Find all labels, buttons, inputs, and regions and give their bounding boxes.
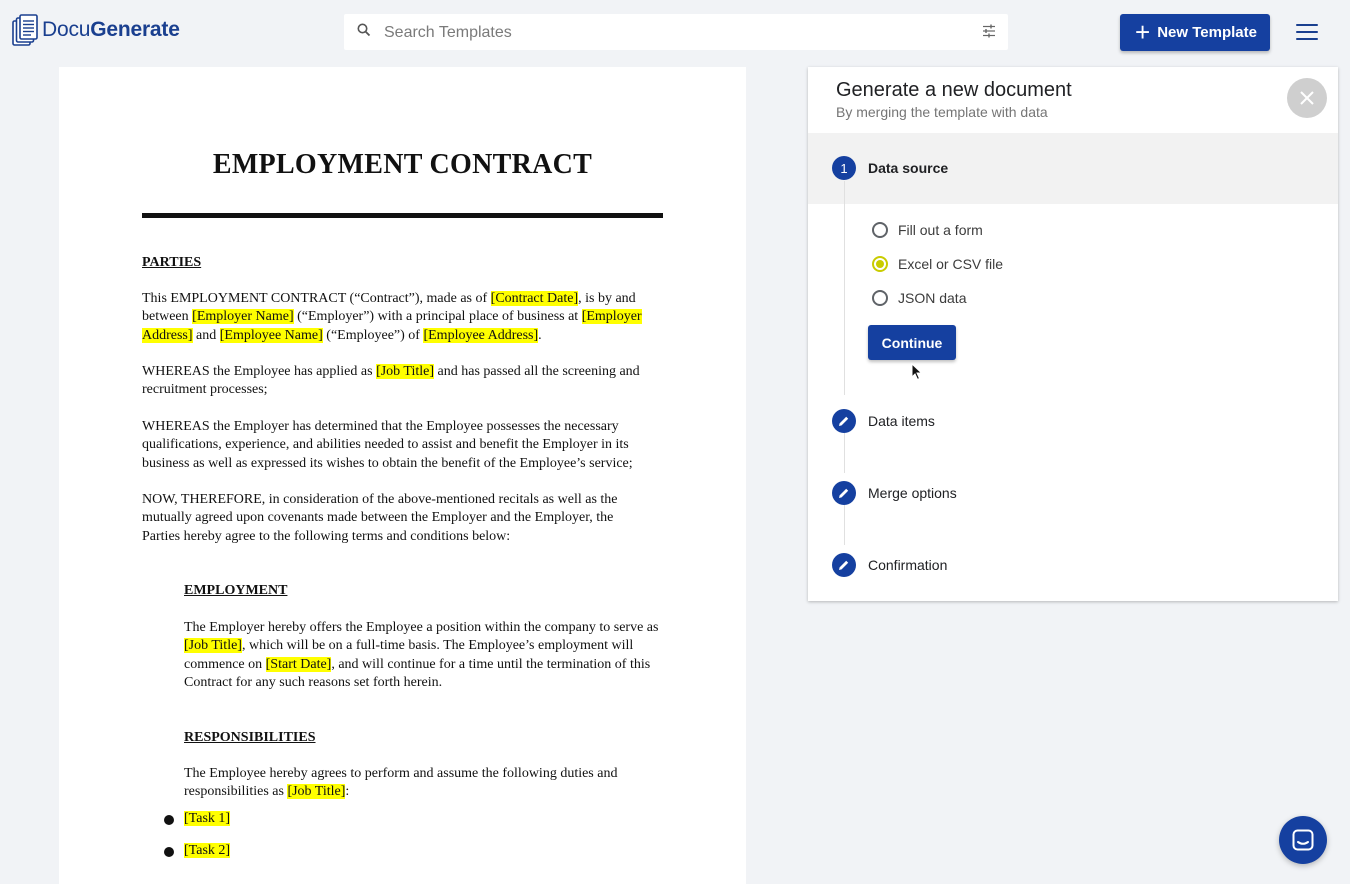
paragraph-whereas-1: WHEREAS the Employee has applied as [Job Title] and has passed all the screening and recruitment processes; xyxy=(142,364,640,398)
bullet xyxy=(164,815,174,825)
title-divider xyxy=(142,213,663,218)
paragraph-now-therefore: NOW, THEREFORE, in consideration of the above-mentioned recitals as well as the mutually agreed upon covenants made between the Employer and the Employer, the Parties hereby agree to the following terms and conditions below: xyxy=(142,492,618,544)
panel-title: Generate a new document xyxy=(836,79,1072,101)
new-template-button[interactable] xyxy=(1120,14,1270,51)
option-label: JSON data xyxy=(898,290,967,306)
chat-launcher-button[interactable] xyxy=(1279,816,1327,864)
pencil-icon xyxy=(838,415,850,427)
close-button[interactable] xyxy=(1287,78,1327,118)
placeholder-field: [Employee Name] xyxy=(219,327,323,343)
pencil-icon xyxy=(838,487,850,499)
search-bar xyxy=(344,14,1008,50)
app-name: DocuGenerate xyxy=(42,18,180,41)
paragraph-parties: This EMPLOYMENT CONTRACT (“Contract”), made as of [Contract Date], is by and between [Employer Name] (“Employer”) with a principal place of business at [Employer Address] and [Employee Name] (“Employee”) of [Employee Address]. xyxy=(142,291,642,343)
panel-subtitle: By merging the template with data xyxy=(836,104,1048,120)
step-data-items[interactable]: Data items xyxy=(868,413,935,429)
stepper-connector xyxy=(844,505,845,545)
option-fill-form[interactable] xyxy=(872,222,983,238)
search-input[interactable] xyxy=(382,14,976,52)
new-template-label: New Template xyxy=(1157,24,1257,41)
mouse-pointer-icon xyxy=(911,363,923,381)
placeholder-field: [Job Title] xyxy=(287,784,346,800)
radio-button[interactable] xyxy=(872,290,888,306)
parties-heading: PARTIES xyxy=(142,255,202,270)
placeholder-field: [Contract Date] xyxy=(490,291,579,306)
step-data-source[interactable]: Data source xyxy=(868,160,949,176)
step-edit-badge xyxy=(832,409,856,433)
radio-button[interactable] xyxy=(872,222,888,238)
paragraph-whereas-2: WHEREAS the Employer has determined that the Employee possesses the necessary qualifications, experience, and abilities needed to assist and benefit the Employer in its business as well as expressed its wishes to obtain the benefit of the Employee’s service; xyxy=(142,419,633,471)
document-preview xyxy=(59,67,746,884)
continue-button[interactable]: Continue xyxy=(868,325,956,360)
search-icon xyxy=(357,23,371,37)
filter-settings-icon[interactable] xyxy=(982,24,996,38)
plus-icon: + xyxy=(1135,16,1151,47)
placeholder-field: [Start Date] xyxy=(265,656,332,672)
docs-logo-icon xyxy=(12,14,38,46)
paragraph-responsibilities: The Employee hereby agrees to perform and assume the following duties and responsibilities as [Job Title]: xyxy=(184,766,618,800)
app-logo[interactable] xyxy=(12,14,180,46)
document-title: EMPLOYMENT CONTRACT xyxy=(212,149,593,180)
placeholder-field: [Job Title] xyxy=(376,364,435,379)
step-number-badge: 1 xyxy=(832,156,856,180)
pencil-icon xyxy=(838,559,850,571)
hamburger-menu-icon[interactable] xyxy=(1296,24,1318,40)
employment-heading: EMPLOYMENT xyxy=(184,583,288,598)
task-item: [Task 1] xyxy=(184,811,231,826)
generate-document-panel xyxy=(808,67,1338,601)
stepper-connector xyxy=(844,433,845,473)
step-merge-options[interactable]: Merge options xyxy=(868,485,957,501)
step-confirmation[interactable]: Confirmation xyxy=(868,557,948,573)
close-icon xyxy=(1300,91,1314,105)
placeholder-field: [Employee Address] xyxy=(423,327,539,343)
option-excel-csv[interactable] xyxy=(872,256,1003,272)
placeholder-field: [Employer Name] xyxy=(192,309,294,325)
responsibilities-heading: RESPONSIBILITIES xyxy=(184,730,316,745)
option-json[interactable] xyxy=(872,290,966,306)
option-label: Excel or CSV file xyxy=(898,256,1004,272)
placeholder-field: [Job Title] xyxy=(184,638,242,654)
stepper-connector xyxy=(844,181,845,395)
option-label: Fill out a form xyxy=(898,222,983,238)
paragraph-employment: The Employer hereby offers the Employee a position within the company to serve as [Job Title], which will be on a full-time basis. The Employee’s employment will commence on [Start Date], and will continue for a time until the termination of this Contract for any such reasons set forth herein. xyxy=(184,620,659,690)
radio-button-selected[interactable] xyxy=(872,256,888,272)
bullet xyxy=(164,847,174,857)
step-edit-badge xyxy=(832,553,856,577)
placeholder-field: [Employer Address] xyxy=(142,309,642,343)
task-item: [Task 2] xyxy=(184,843,231,858)
chat-icon xyxy=(1292,829,1314,851)
step-edit-badge xyxy=(832,481,856,505)
